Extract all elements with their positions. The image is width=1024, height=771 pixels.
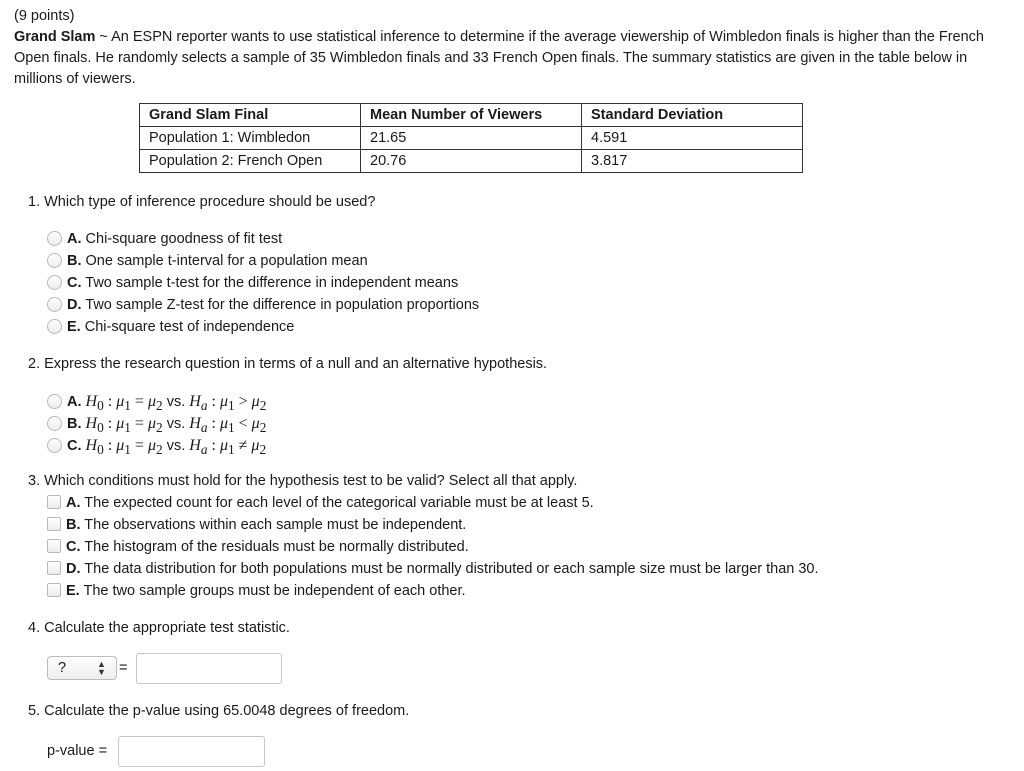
table-cell: 3.817 (582, 150, 803, 173)
table-header: Mean Number of Viewers (361, 104, 582, 127)
option-text: Chi-square goodness of fit test (81, 231, 283, 247)
option-text: The data distribution for both populations must be normally distributed or each sample size must be larger than 30. (80, 561, 819, 577)
option-text: The observations within each sample must be independent. (80, 517, 467, 533)
option-text: Two sample t-test for the difference in independent means (81, 275, 459, 291)
option-text: Two sample Z-test for the difference in population proportions (81, 297, 480, 313)
option-letter: A. (67, 231, 82, 247)
checkbox[interactable] (47, 561, 61, 575)
option-letter: E. (66, 583, 80, 599)
alt-hypothesis-math: $H_a$ : $\mu_1 > \mu_2$ (189, 393, 267, 414)
checkbox[interactable] (47, 583, 61, 597)
table-cell: 4.591 (582, 127, 803, 150)
relation-symbol: ≠ (238, 437, 248, 454)
checkbox[interactable] (47, 517, 61, 531)
problem-text: An ESPN reporter wants to use statistical inference to determine if the average viewership of Wimbledon finals is higher than the French Open finals. He randomly selects a sample of 35 Wimbledon finals and 33 French Open finals. The summary statistics are given in the table below in millions of viewers. (14, 29, 984, 87)
hypothesis-math: $H_0$ : $\mu_1 = \mu_2$ (85, 437, 163, 458)
option-text: The two sample groups must be independent of each other. (79, 583, 466, 599)
table-row (140, 127, 803, 150)
title-separator: ~ (95, 29, 112, 45)
table-cell: 20.76 (361, 150, 582, 173)
q1-option-c[interactable] (47, 272, 458, 294)
q3-option-e[interactable] (47, 580, 466, 602)
alt-hypothesis-math: $H_a$ : $\mu_1 \ne \mu_2$ (189, 437, 267, 458)
table-cell: Population 1: Wimbledon (140, 127, 361, 150)
select-value: ? (58, 660, 67, 676)
option-text: The expected count for each level of the categorical variable must be at least 5. (80, 495, 594, 511)
question-5-text: 5. Calculate the p-value using 65.0048 degrees of freedom. (28, 703, 410, 719)
vs-label: vs. (166, 394, 186, 410)
question-4-text: 4. Calculate the appropriate test statistic. (28, 620, 290, 636)
option-letter: B. (67, 253, 82, 269)
radio-button[interactable] (47, 253, 62, 268)
option-letter: B. (67, 416, 82, 432)
table-row (140, 150, 803, 173)
test-statistic-input[interactable] (136, 653, 282, 684)
q3-option-d[interactable] (47, 558, 819, 580)
option-letter: C. (66, 539, 81, 555)
points-label: (9 points) (14, 8, 75, 24)
problem-statement (14, 27, 1014, 90)
equals-sign: = (119, 660, 128, 676)
vs-label: vs. (166, 416, 186, 432)
radio-button[interactable] (47, 231, 62, 246)
checkbox[interactable] (47, 539, 61, 553)
radio-button[interactable] (47, 394, 62, 409)
q1-option-d[interactable] (47, 294, 479, 316)
relation-symbol: < (238, 415, 248, 432)
option-letter: D. (67, 297, 82, 313)
hypothesis-math: $H_0$ : $\mu_1 = \mu_2$ (85, 415, 163, 436)
test-statistic-select[interactable] (47, 656, 117, 680)
problem-title: Grand Slam (14, 29, 96, 45)
question-2-text: 2. Express the research question in terms of a null and an alternative hypothesis. (28, 356, 548, 372)
radio-button[interactable] (47, 416, 62, 431)
radio-button[interactable] (47, 297, 62, 312)
p-value-input[interactable] (118, 736, 265, 767)
checkbox[interactable] (47, 495, 61, 509)
radio-button[interactable] (47, 438, 62, 453)
table-cell: Population 2: French Open (140, 150, 361, 173)
option-letter: C. (67, 275, 82, 291)
option-letter: A. (67, 394, 82, 410)
q3-option-a[interactable] (47, 492, 594, 514)
q3-option-c[interactable] (47, 536, 469, 558)
option-letter: E. (67, 319, 81, 335)
q3-option-b[interactable] (47, 514, 466, 536)
table-cell: 21.65 (361, 127, 582, 150)
hypothesis-math: $H_0$ : $\mu_1 = \mu_2$ (85, 393, 163, 414)
vs-label: vs. (166, 438, 186, 454)
option-text: One sample t-interval for a population mean (81, 253, 368, 269)
updown-arrows-icon: ▲ ▼ (97, 659, 106, 677)
relation-symbol: > (238, 393, 248, 410)
option-text: The histogram of the residuals must be normally distributed. (80, 539, 469, 555)
table-header: Standard Deviation (582, 104, 803, 127)
option-letter: A. (66, 495, 81, 511)
radio-button[interactable] (47, 275, 62, 290)
question-1-text: 1. Which type of inference procedure should be used? (28, 194, 376, 210)
alt-hypothesis-math: $H_a$ : $\mu_1 < \mu_2$ (189, 415, 267, 436)
radio-button[interactable] (47, 319, 62, 334)
table-header-row (140, 104, 803, 127)
option-letter: C. (67, 438, 82, 454)
question-3-text: 3. Which conditions must hold for the hypothesis test to be valid? Select all that apply. (28, 473, 578, 489)
summary-statistics-table (139, 103, 803, 173)
q1-option-e[interactable] (47, 316, 294, 338)
table-header: Grand Slam Final (140, 104, 361, 127)
option-text: Chi-square test of independence (80, 319, 295, 335)
option-letter: D. (66, 561, 81, 577)
q1-option-a[interactable] (47, 228, 282, 250)
q2-option-a[interactable] (47, 391, 266, 413)
q2-option-c[interactable] (47, 435, 266, 457)
p-value-label: p-value = (47, 743, 108, 759)
option-letter: B. (66, 517, 81, 533)
problem-intro (14, 6, 1014, 90)
q2-option-b[interactable] (47, 413, 266, 435)
q1-option-b[interactable] (47, 250, 368, 272)
